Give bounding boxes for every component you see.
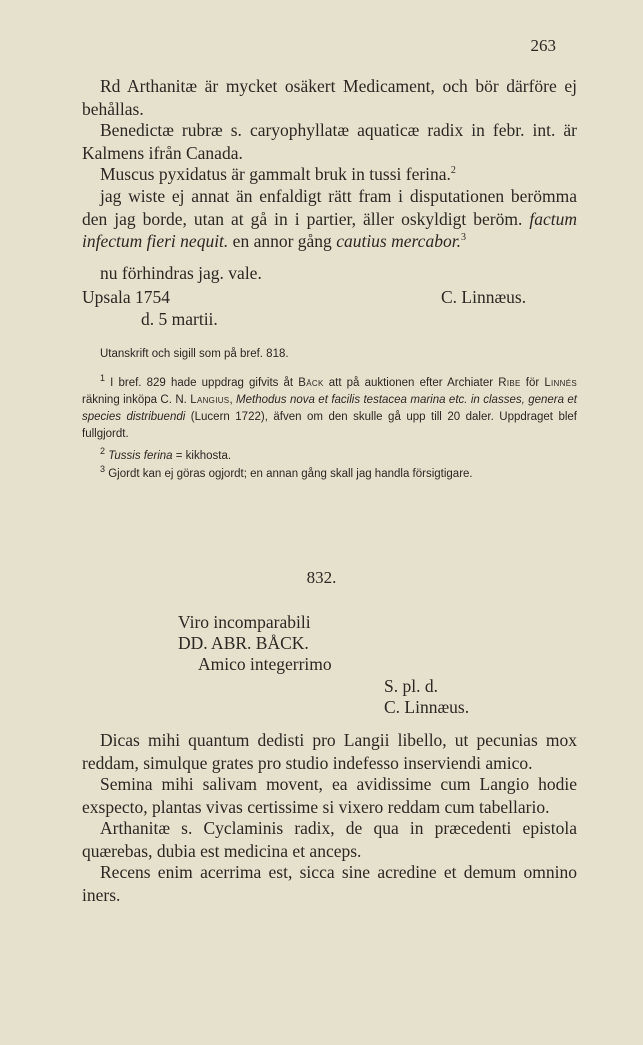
letter-number: 832.: [306, 568, 337, 587]
muscus-text: Muscus pyxidatus är gammalt bruk in tussi ferina.: [100, 164, 451, 184]
disputation-text-2: en annor gång: [228, 231, 337, 251]
footnote-1-name-back: Bäck: [298, 377, 324, 389]
paragraph-disputation: [82, 185, 577, 253]
salutation: S. pl. d.: [384, 676, 438, 696]
paragraph-vale: nu förhindras jag. vale.: [100, 263, 262, 283]
paragraph-recens: Recens enim acerrima est, sicca sine acredine et demum omnino iners.: [82, 862, 577, 905]
place-and-year: Upsala 1754: [82, 287, 170, 307]
footnote-1-name-langius: Langius: [190, 394, 230, 406]
signature-linnaeus: C. Linnæus.: [441, 287, 527, 307]
disputation-text: jag wiste ej annat än enfaldigt rätt fram i disputationen berömma den jag borde, utan at gå in i partier, äller oskyldigt beröm.: [82, 186, 577, 229]
footnote-1-text-c: för: [520, 377, 545, 389]
footnote-3: [82, 466, 577, 483]
footnote-2-term: Tussis ferina: [108, 450, 173, 462]
address-line-3: Amico integerrimo: [198, 654, 332, 674]
footnote-1-text-a: I bref. 829 hade uppdrag gifvits åt: [110, 377, 299, 389]
footnote-3-number: 3: [100, 464, 106, 475]
footnote-3-text: Gjordt kan ej göras ogjordt; en annan gång skall jag handla försigtigare.: [108, 468, 473, 480]
footnote-2: [82, 448, 577, 465]
footnote-1-number: 1: [100, 373, 106, 384]
footnote-1-name-linnes: Linnés: [544, 377, 577, 389]
letter-date: d. 5 martii.: [141, 309, 218, 329]
address-line-1: Viro incomparabili: [178, 612, 311, 632]
footnote-ref-3: 3: [460, 232, 466, 244]
latin-phrase-2: cautius mercabor.: [336, 231, 461, 251]
address-line-2: DD. ABR. BÅCK.: [178, 633, 309, 653]
paragraph-semina: Semina mihi salivam movent, ea avidissime cum Langio hodie exspecto, plantas vivas certissime si vixero reddam cum tabellario.: [82, 774, 577, 817]
footnote-1-text-f: (Lucern 1722), äfven om den skulle gå upp till 20 daler. Uppdraget blef fullgjordt.: [82, 411, 577, 440]
footnote-1-text-e: ,: [229, 394, 237, 406]
paragraph-arthanitae-radix: Arthanitæ s. Cyclaminis radix, de qua in præcedenti epistola quærebas, dubia est medicina et anceps.: [82, 818, 577, 861]
footnote-ref-2: 2: [450, 165, 456, 177]
footnote-1-text-d: räkning inköpa C. N.: [82, 394, 191, 406]
footnote-1-book-title: Methodus nova et facilis testacea marina etc. in classes, genera et species distribuendi: [82, 394, 578, 423]
footnote-2-number: 2: [100, 446, 106, 457]
footnote-1-text-b: att på auktionen efter Archiater: [323, 377, 499, 389]
footnote-2-definition: = kikhosta.: [172, 450, 232, 462]
paragraph-muscus: [82, 163, 577, 186]
sender-signature: C. Linnæus.: [384, 697, 470, 717]
footnote-1-name-ribe: Ribe: [498, 377, 521, 389]
source-note: Utanskrift och sigill som på bref. 818.: [100, 348, 289, 360]
paragraph-dicas: Dicas mihi quantum dedisti pro Langii libello, ut pecunias mox reddam, simulque grates pro studio indefesso inserviendi amico.: [82, 730, 577, 773]
paragraph-arthanitae: Rd Arthanitæ är mycket osäkert Medicament, och bör därföre ej behållas.: [82, 76, 577, 119]
paragraph-benedictae: Benedictæ rubræ s. caryophyllatæ aquaticæ radix in febr. int. är Kalmens ifrån Canada.: [82, 120, 577, 163]
footnote-1: [82, 375, 577, 443]
page-number: 263: [530, 36, 556, 55]
latin-phrase-1: factum infectum fieri nequit.: [82, 208, 577, 251]
